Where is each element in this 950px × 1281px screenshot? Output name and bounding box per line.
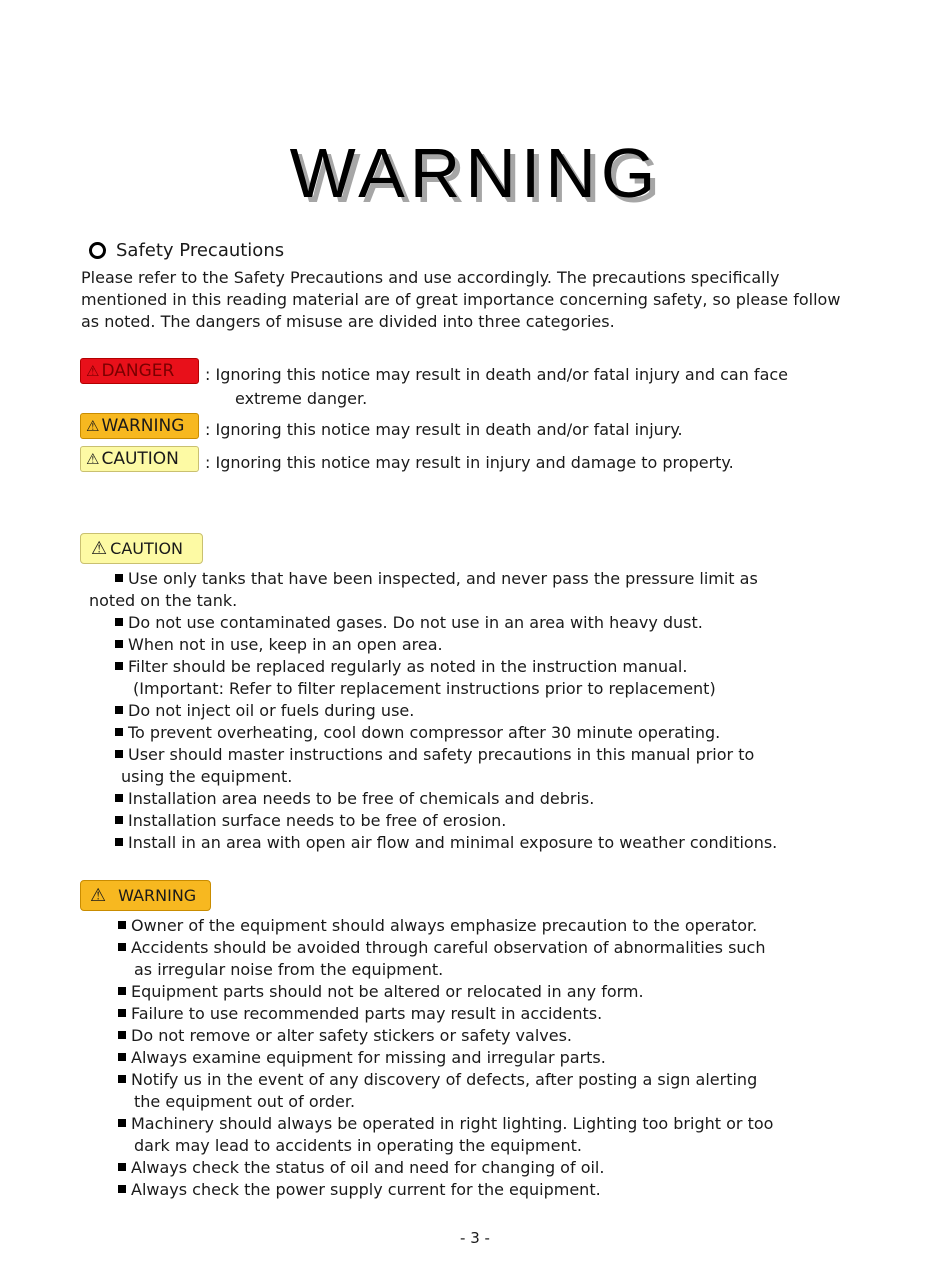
list-item: When not in use, keep in an open area.: [89, 634, 777, 656]
list-item: Always check the power supply current for the equipment.: [118, 1179, 773, 1201]
square-bullet-icon: [118, 1163, 126, 1171]
list-item: using the equipment.: [121, 767, 293, 786]
square-bullet-icon: [118, 1031, 126, 1039]
page-number: - 3 -: [460, 1229, 490, 1247]
list-item: Always check the status of oil and need for changing of oil.: [118, 1157, 773, 1179]
square-bullet-icon: [115, 706, 123, 714]
danger-badge: [80, 358, 199, 384]
caution-description: : Ignoring this notice may result in injury and damage to property.: [205, 453, 734, 472]
list-item: Always examine equipment for missing and irregular parts.: [118, 1047, 773, 1069]
caution-list: [89, 568, 777, 854]
caution-badge: [80, 446, 199, 472]
square-bullet-icon: [115, 662, 123, 670]
list-item: Installation area needs to be free of chemicals and debris.: [89, 788, 777, 810]
square-bullet-icon: [118, 1053, 126, 1061]
square-bullet-icon: [118, 1009, 126, 1017]
danger-description: : Ignoring this notice may result in death and/or fatal injury and can face: [205, 365, 789, 384]
square-bullet-icon: [115, 574, 123, 582]
section-heading: [89, 240, 284, 261]
list-item: Installation surface needs to be free of erosion.: [89, 810, 777, 832]
square-bullet-icon: [118, 921, 126, 929]
caution-block-badge: [80, 533, 203, 564]
list-item: noted on the tank.: [89, 591, 238, 610]
intro-paragraph: [81, 267, 861, 333]
intro-line: Please refer to the Safety Precautions and use accordingly. The precautions specifically: [81, 268, 780, 287]
list-item: Notify us in the event of any discovery of defects, after posting a sign alerting: [118, 1069, 773, 1091]
square-bullet-icon: [118, 1075, 126, 1083]
warning-triangle-icon: ⚠: [90, 885, 107, 906]
list-item: dark may lead to accidents in operating the equipment.: [134, 1136, 582, 1155]
square-bullet-icon: [115, 728, 123, 736]
list-item: Do not remove or alter safety stickers or safety valves.: [118, 1025, 773, 1047]
warning-block-badge: [80, 880, 211, 911]
warning-block-label: WARNING: [118, 886, 197, 905]
list-item: the equipment out of order.: [134, 1092, 356, 1111]
list-item: Equipment parts should not be altered or relocated in any form.: [118, 981, 773, 1003]
section-heading-text: Safety Precautions: [116, 240, 285, 261]
square-bullet-icon: [115, 816, 123, 824]
list-item: (Important: Refer to filter replacement instructions prior to replacement): [133, 679, 716, 698]
danger-badge-label: DANGER: [101, 361, 175, 381]
square-bullet-icon: [118, 1119, 126, 1127]
warning-triangle-icon: ⚠: [86, 417, 100, 435]
warning-badge: [80, 413, 199, 439]
list-item: Owner of the equipment should always emphasize precaution to the operator.: [118, 915, 773, 937]
square-bullet-icon: [118, 943, 126, 951]
caution-block-label: CAUTION: [110, 539, 184, 558]
circle-bullet-icon: [89, 242, 106, 259]
danger-description-cont: extreme danger.: [235, 389, 368, 408]
list-item: Install in an area with open air flow and minimal exposure to weather conditions.: [89, 832, 777, 854]
intro-line: mentioned in this reading material are of great importance concerning safety, so please follow: [81, 290, 841, 309]
list-item: Accidents should be avoided through careful observation of abnormalities such: [118, 937, 773, 959]
list-item: To prevent overheating, cool down compressor after 30 minute operating.: [89, 722, 777, 744]
list-item: Use only tanks that have been inspected, and never pass the pressure limit as: [89, 568, 777, 590]
caution-badge-label: CAUTION: [101, 449, 179, 469]
list-item: User should master instructions and safety precautions in this manual prior to: [89, 744, 777, 766]
page-title-container: [0, 128, 950, 218]
intro-line: as noted. The dangers of misuse are divided into three categories.: [81, 312, 615, 331]
warning-triangle-icon: ⚠: [91, 538, 108, 559]
square-bullet-icon: [115, 750, 123, 758]
list-item: Do not use contaminated gases. Do not use in an area with heavy dust.: [89, 612, 777, 634]
warning-badge-label: WARNING: [101, 416, 185, 436]
square-bullet-icon: [118, 987, 126, 995]
square-bullet-icon: [118, 1185, 126, 1193]
list-item: Failure to use recommended parts may result in accidents.: [118, 1003, 773, 1025]
list-item: Filter should be replaced regularly as noted in the instruction manual.: [89, 656, 777, 678]
warning-list: [118, 915, 773, 1201]
square-bullet-icon: [115, 640, 123, 648]
warning-description: : Ignoring this notice may result in death and/or fatal injury.: [205, 420, 683, 439]
square-bullet-icon: [115, 838, 123, 846]
page-title: WARNING: [289, 134, 661, 212]
list-item: Machinery should always be operated in right lighting. Lighting too bright or too: [118, 1113, 773, 1135]
list-item: as irregular noise from the equipment.: [134, 960, 444, 979]
square-bullet-icon: [115, 794, 123, 802]
square-bullet-icon: [115, 618, 123, 626]
warning-triangle-icon: ⚠: [86, 362, 100, 380]
list-item: Do not inject oil or fuels during use.: [89, 700, 777, 722]
warning-triangle-icon: ⚠: [86, 450, 100, 468]
